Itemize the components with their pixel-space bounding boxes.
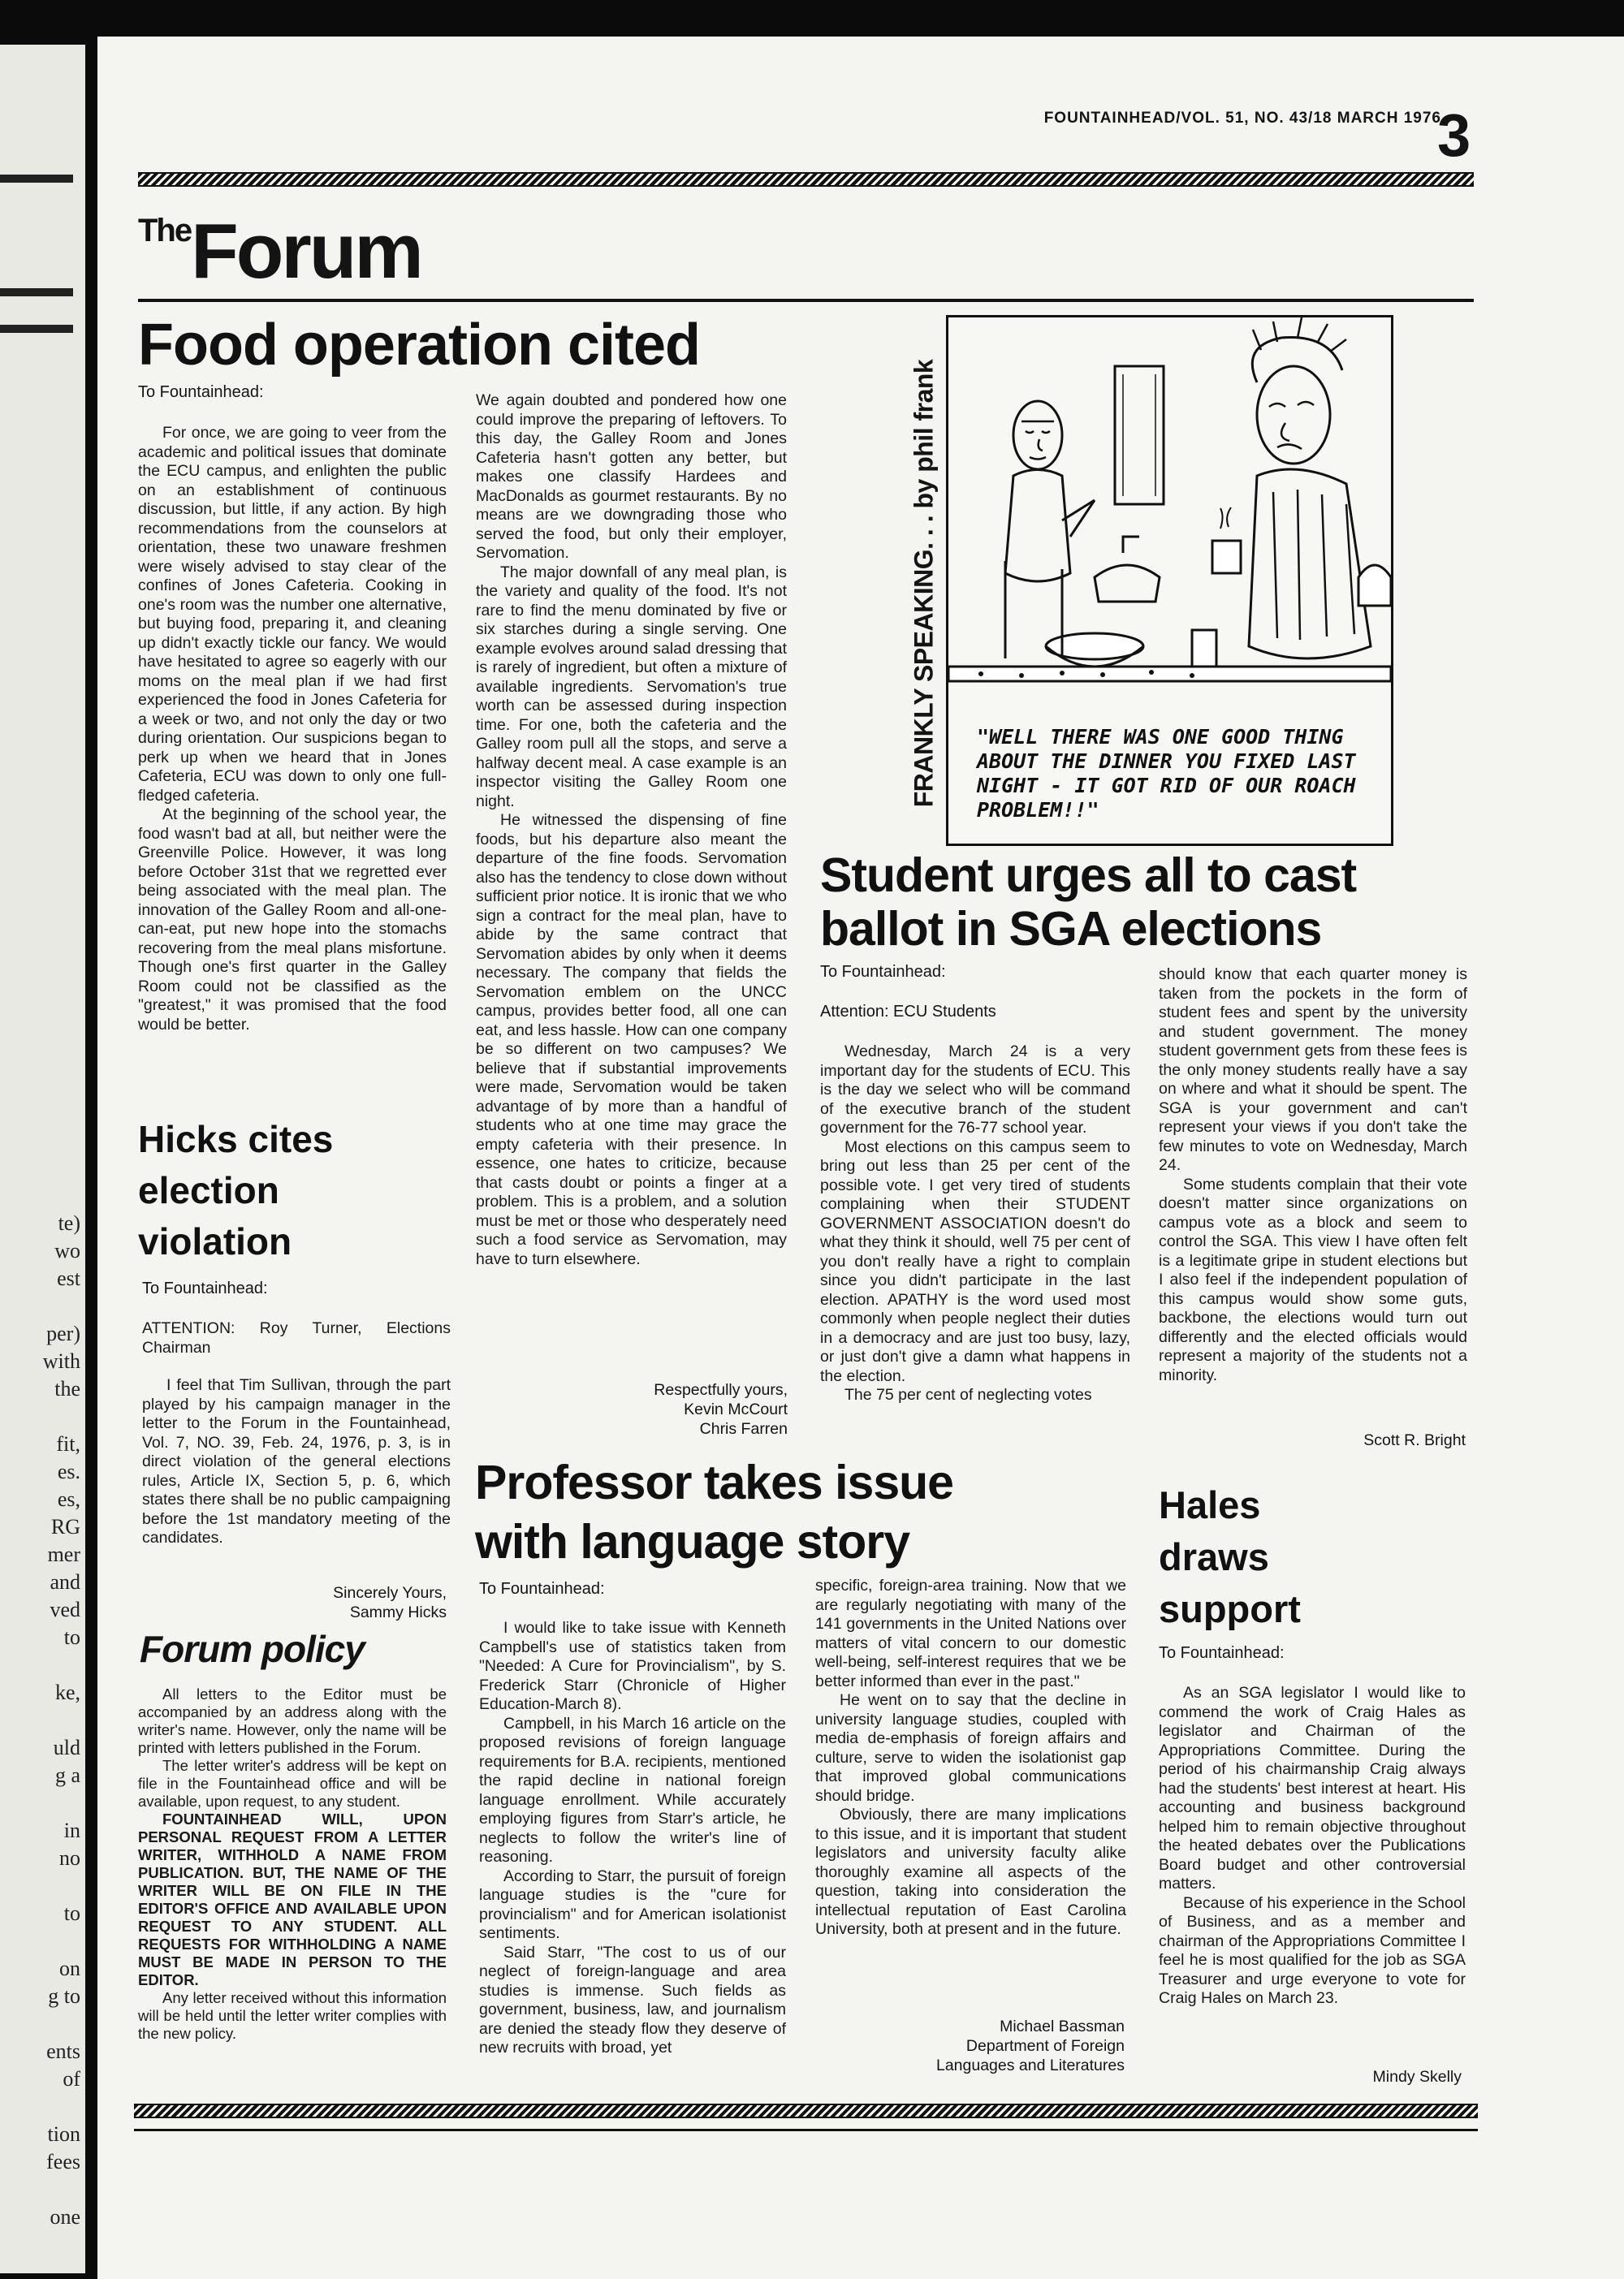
paragraph: Most elections on this campus seem to bring out less than 25 per cent of the possible vote. I get very tired of students complaining when their STUDENT GOVERNMENT ASSOCIATION doesn't do what they think it should, well 75 per cent of you don't really have a right to complain since you didn't participate in the last election. APATHY is the word used most commonly when people neglect their duties in a democracy and are just too busy, lazy, or just don't give a damn what happens in the election. xyxy=(820,1137,1130,1385)
professor-salutation: To Fountainhead: xyxy=(479,1580,605,1598)
hales-signature xyxy=(1267,2067,1462,2087)
headline-line: ballot in SGA elections xyxy=(820,902,1322,956)
professor-column-2 xyxy=(815,1577,1126,1940)
signer-name: Chris Farren xyxy=(699,1420,788,1438)
paragraph: For once, we are going to veer from the academic and political issues that dominate the ECU campus, and enlighten the public on an establishment of continuous discussion, but little, if any action. By high recommendations from the counselors at orientation, these two unaware freshmen were wisely advised to stay clear of the confines of Jones Cafeteria. Cooking in one's room was the number one alternative, but buying food, preparing it, and cleaning up didn't exactly tickle our fancy. We would have hesitated to agree so eagerly with our moms on the meal plan if we had first experienced the food in Jones Cafeteria for a week or two, and not only the day or two during orientation. Our suspicions began to perk up when we heard that in Jones Cafeteria, ECU was down to only one full-fledged cafeteria. xyxy=(138,424,447,805)
signer-name: Kevin McCourt xyxy=(684,1401,788,1418)
prev-page-fragment: te) xyxy=(58,1211,80,1235)
masthead-rule xyxy=(138,299,1474,302)
professor-headline xyxy=(475,1453,953,1572)
paragraph: Obviously, there are many implications to this issue, and it is important that student legislators and university faculty alike thoroughly examine all aspects of the question, taking into consideration the intellectual reputation of East Carolina University, both at present and in the future. xyxy=(815,1806,1126,1938)
prev-page-fragment: to xyxy=(63,1625,80,1649)
hicks-headline xyxy=(138,1114,333,1267)
paragraph: As an SGA legislator I would like to commend the work of Craig Hales as legislator and Chairman of the Appropriations Committee. During the period of his chairmanship Craig always had the students' best interest at heart. His accounting and business background helped him to remain objective throughout the heated debates over the Publications Board budget and other controversial matters. xyxy=(1159,1684,1466,1893)
prev-page-fragment: to xyxy=(63,1901,80,1925)
cartoon-drawing xyxy=(948,317,1391,723)
paragraph: Campbell, in his March 16 article on the proposed revisions of foreign language requirements for B.A. recipients, mentioned the rapid decline in national foreign language enrollment. While accurately employing figures from Starr's article, he neglects to follow the writer's line of reasoning. xyxy=(479,1714,786,1866)
headline-line: with language story xyxy=(475,1515,910,1569)
paragraph: specific, foreign-area training. Now that we are regularly negotiating with many of the 141 governments in the United Nations over matters of vital concern to our domestic well-being, self-interest requires that we be better informed than ever in the past." xyxy=(815,1577,1126,1690)
prev-page-fragment: with xyxy=(42,1349,80,1373)
bottom-rule-line xyxy=(134,2129,1478,2131)
paragraph: He witnessed the dispensing of fine foods, but his departure also meant the departure of the fine foods. Servomation also has the tendency to close down without sufficient prior notice. It is ironic that we who sign a contract for the meal plan, have to abide by the same contract that Servomation abides by only when it deems necessary. The company that fields the Servomation emblem on the UNCC campus, provides better food, all one can eat, and less hassle. How can one company be so different on two campuses? We believe that if substantial improvements were made, Servomation would be taken advantage of by more than a handful of students who at one time may grace the empty cafeteria with their presence. In essence, one hates to criticize, because that casts doubt or points a finger at a problem. This is a problem, and a solution must be met or those who desperately need such a food service as Servomation, may have to turn elsewhere. xyxy=(476,811,787,1268)
headline-line: Professor takes issue xyxy=(475,1456,953,1509)
prev-page-rule xyxy=(0,325,73,333)
caption-line: "WELL THERE WAS ONE GOOD THING xyxy=(977,725,1344,749)
prev-page-fragment: tion xyxy=(47,2122,80,2146)
caption-line: NIGHT - IT GOT RID OF OUR ROACH xyxy=(977,774,1356,797)
sga-signature xyxy=(1267,1431,1466,1450)
paragraph: Said Starr, "The cost to us of our neglect of foreign-language and area studies is immense. Such fields as government, business, law, and journalism are denied the steady flow they deserve of new recruits with broad, yet xyxy=(479,1943,786,2057)
hales-headline xyxy=(1159,1479,1301,1635)
prev-page-fragment: and xyxy=(50,1570,80,1594)
prev-page-fragment: est xyxy=(57,1267,80,1290)
policy-notice: FOUNTAINHEAD WILL, UPON PERSONAL REQUEST FROM A LETTER WRITER, WITHHOLD A NAME FROM PUBLICATION. BUT, THE NAME OF THE WRITER WILL BE ON FILE IN THE EDITOR'S OFFICE AND AVAILABLE UPON REQUEST TO ANY STUDENT. ALL REQUESTS FOR WITHHOLDING A NAME MUST BE MADE IN PERSON TO THE EDITOR. xyxy=(138,1811,447,1988)
food-salutation: To Fountainhead: xyxy=(138,383,264,401)
caption-line: ABOUT THE DINNER YOU FIXED LAST xyxy=(977,749,1356,773)
prev-page-fragment: uld xyxy=(53,1736,80,1759)
signer-name: Mindy Skelly xyxy=(1372,2068,1462,2086)
food-column-2 xyxy=(476,391,787,1269)
prev-page-fragment: fit, xyxy=(56,1432,80,1456)
hales-salutation: To Fountainhead: xyxy=(1159,1644,1285,1662)
headline-line: violation xyxy=(138,1220,292,1263)
prev-page-fragment: of xyxy=(63,2067,80,2091)
prev-page-fragment: RG xyxy=(50,1515,80,1539)
editorial-cartoon xyxy=(946,315,1393,846)
paragraph: Wednesday, March 24 is a very important day for the students of ECU. This is the day we select who will be command of the executive branch of the student government for the 76-77 school year. xyxy=(820,1042,1130,1137)
paragraph: should know that each quarter money is taken from the pockets in the form of student fees and spent by the university and student government. The money student government gets from these fees is the only money students really have a say on where and what it should be spent. The SGA is your government and can't represent your views if you don't take the few minutes to vote on Wednesday, March 24. xyxy=(1159,965,1467,1174)
paragraph: We again doubted and pondered how one could improve the preparing of leftovers. To this day, the Galley Room and Jones Cafeteria hasn't gotten any better, but makes one classify Hardees and MacDonalds as gourmet restaurants. By no means are we downgrading those who served the food, but only their employer, Servomation. xyxy=(476,391,787,562)
caption-line: PROBLEM!!" xyxy=(977,798,1099,822)
prev-page-fragment: mer xyxy=(47,1543,80,1566)
hicks-salutation: To Fountainhead: xyxy=(142,1280,268,1297)
headline-line: Hales xyxy=(1159,1483,1261,1526)
prev-page-fragment: ents xyxy=(46,2039,80,2063)
paragraph: Any letter received without this information will be held until the letter writer complies with the new policy. xyxy=(138,1989,447,2042)
signer-name: Scott R. Bright xyxy=(1363,1431,1466,1449)
prev-page-fragment: one xyxy=(50,2205,80,2229)
prev-page-fragment: per) xyxy=(46,1322,80,1345)
paragraph: According to Starr, the pursuit of foreign language studies is the "cure for provincialism" and for American isolationist sentiments. xyxy=(479,1867,786,1942)
sga-salutation: To Fountainhead: xyxy=(820,963,946,981)
paragraph: The letter writer's address will be kept on file in the Fountainhead office and will be available, upon request, to any student. xyxy=(138,1757,447,1810)
headline-line: election xyxy=(138,1169,279,1211)
paragraph: I feel that Tim Sullivan, through the part played by his campaign manager in the letter to the Forum in the Fountainhead, Vol. 7, NO. 39, Feb. 24, 1976, p. 3, is in direct violation of the general elections rules, Article IX, Section 5, p. 6, which states there shall be no public campaigning before the 1st mandatory meeting of the candidates. xyxy=(142,1376,451,1547)
paragraph: At the beginning of the school year, the food wasn't bad at all, but neither were the Greenville Police. However, it was long before October 31st that we regretted ever being associated with the meal plan. The innovation of the Galley Room and all-one-can-eat, put new hope into the stomachs recovering from the meal plans misfortune. Though one's first quarter in the Galley Room could not be classified as the "greatest," it was promised that the food would be better. xyxy=(138,805,447,1034)
prev-page-fragment: no xyxy=(59,1846,80,1870)
previous-page-edge xyxy=(0,45,85,2273)
signer-dept: Department of Foreign xyxy=(965,2037,1125,2055)
sga-headline xyxy=(820,848,1356,956)
prev-page-fragment: wo xyxy=(54,1239,80,1263)
food-column-1 xyxy=(138,424,447,1034)
forum-policy-body xyxy=(138,1686,447,2043)
paragraph: Because of his experience in the School of Business, and as a member and chairman of the Appropriations Committee I feel he is most qualified for the job as SGA Treasurer and urge everyone to vote for Craig Hales on March 23. xyxy=(1159,1893,1466,2007)
prev-page-fragment: ved xyxy=(50,1598,80,1621)
prev-page-fragment: the xyxy=(54,1377,80,1401)
professor-signature xyxy=(861,2017,1125,2075)
section-masthead xyxy=(138,208,421,295)
page-number: 3 xyxy=(1437,101,1471,169)
prev-page-fragment: g to xyxy=(48,1984,80,2008)
sga-column-2 xyxy=(1159,965,1467,1385)
prev-page-fragment: g a xyxy=(54,1763,80,1787)
hicks-signature xyxy=(235,1583,447,1622)
headline-line: Hicks cites xyxy=(138,1118,334,1160)
sga-attention: Attention: ECU Students xyxy=(820,1003,996,1021)
signoff: Sincerely Yours, xyxy=(333,1584,447,1602)
paragraph: The 75 per cent of neglecting votes xyxy=(844,1386,1092,1404)
masthead-forum: Forum xyxy=(191,208,421,295)
signer-name: Sammy Hicks xyxy=(349,1604,447,1621)
food-signature xyxy=(560,1380,788,1439)
prev-page-fragment: in xyxy=(63,1819,80,1842)
comic-credit xyxy=(900,339,940,827)
hicks-body xyxy=(142,1319,451,1548)
cartoon-caption xyxy=(977,725,1375,822)
paragraph: The major downfall of any meal plan, is the variety and quality of the food. It's not rare to find the menu dominated by five or six starches during a single serving. One example evolves around salad dressing that is rarely of ingredient, but often a mixture of available ingredients. Servomation's true worth can be assessed during inspection time. For one, both the cafeteria and the Galley room pull all the stops, and serve a halfway decent meal. A case example is an inspector visiting the Galley Room one night. xyxy=(476,563,787,810)
prev-page-fragment: fees xyxy=(46,2150,80,2173)
professor-column-1 xyxy=(479,1619,786,2058)
sga-column-1 xyxy=(820,1042,1130,1405)
prev-page-fragment: es, xyxy=(57,1487,80,1511)
paragraph: Some students complain that their vote doesn't matter since organizations on campus vote as a block and seem to control the SGA. This view I have often felt is a legitimate gripe in student elections but I also feel if the independent population of this campus would show some guts, backbone, the elections would turn out differently and the elected officials would represent a majority of the students not a minority. xyxy=(1159,1175,1467,1384)
attention-line: ATTENTION: Roy Turner, Elections Chairman xyxy=(142,1319,451,1357)
masthead-the: The xyxy=(138,213,192,248)
prev-page-rule xyxy=(0,175,73,183)
prev-page-fragment: on xyxy=(59,1957,80,1980)
signoff: Respectfully yours, xyxy=(654,1381,788,1399)
headline-line: Student urges all to cast xyxy=(820,848,1357,902)
paragraph: I would like to take issue with Kenneth Campbell's use of statistics taken from "Needed: A Cure for Provincialism", by S. Frederick Starr (Chronicle of Higher Education-March 8). xyxy=(479,1619,786,1713)
comic-credit-text: FRANKLY SPEAKING. . . by phil frank xyxy=(909,359,939,808)
forum-policy-headline: Forum policy xyxy=(140,1628,365,1670)
hales-body xyxy=(1159,1684,1466,2009)
signer-name: Michael Bassman xyxy=(1000,2018,1125,2035)
prev-page-rule xyxy=(0,288,73,296)
page-issue-line: FOUNTAINHEAD/VOL. 51, NO. 43/18 MARCH 1976 xyxy=(1043,110,1441,127)
food-headline: Food operation cited xyxy=(138,313,700,378)
paragraph: He went on to say that the decline in university language studies, coupled with media de-emphasis of foreign affairs and culture, serve to widen the isolationist gap that improved global communications should bridge. xyxy=(815,1691,1126,1805)
prev-page-fragment: ke, xyxy=(54,1681,80,1704)
prev-page-fragment: es. xyxy=(57,1460,80,1483)
top-rule xyxy=(138,172,1474,187)
headline-line: draws xyxy=(1159,1535,1269,1578)
paragraph: All letters to the Editor must be accompanied by an address along with the writer's name. However, only the name will be printed with letters published in the Forum. xyxy=(138,1686,447,1756)
signer-dept: Languages and Literatures xyxy=(935,2057,1125,2074)
bottom-rule xyxy=(134,2104,1478,2118)
headline-line: support xyxy=(1159,1587,1301,1630)
